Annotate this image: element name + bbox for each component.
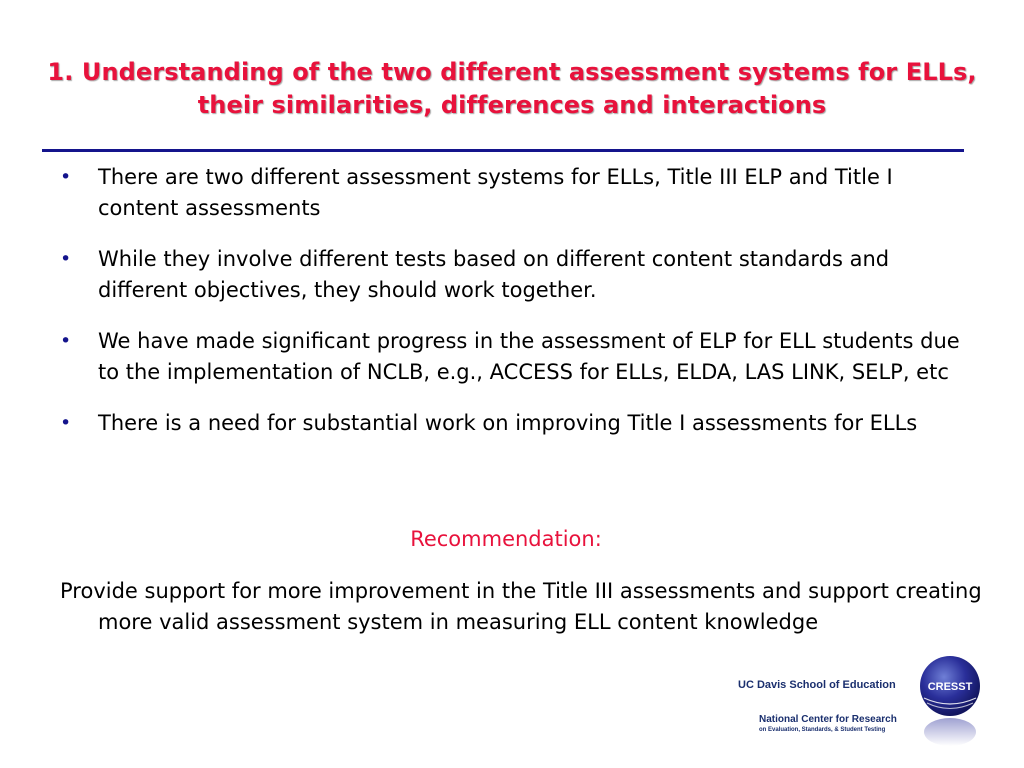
bullet-text: There is a need for substantial work on improving Title I assessments for ELLs	[98, 411, 918, 435]
bullet-item	[60, 326, 960, 388]
cresst-logo-icon	[916, 654, 984, 748]
bullet-item	[60, 244, 960, 306]
national-center-title: National Center for Research	[759, 714, 897, 725]
bullet-text: There are two different assessment systems for ELLs, Title III ELP and Title I content assessments	[98, 165, 893, 220]
slide-title: 1. Understanding of the two different assessment systems for ELLs, their similarities, differences and interactions	[47, 58, 977, 119]
uc-davis-logo: UC Davis School of Education	[738, 679, 896, 691]
bullet-item	[60, 162, 960, 224]
national-center-logo	[759, 714, 897, 734]
bullet-text: We have made significant progress in the assessment of ELP for ELL students due to the implementation of NCLB, e.g., ACCESS for ELLs, ELDA, LAS LINK, SELP, etc	[98, 329, 960, 384]
national-center-subtitle: on Evaluation, Standards, & Student Testing	[759, 727, 886, 733]
bullet-item	[60, 408, 960, 439]
cresst-wordmark: CRESST	[927, 681, 973, 693]
bullet-icon: •	[60, 412, 72, 434]
bullet-list	[60, 162, 960, 459]
bullet-text: While they involve different tests based on different content standards and different objectives, they should work together.	[98, 247, 890, 302]
recommendation-heading: Recommendation:	[410, 527, 602, 551]
recommendation-text: Provide support for more improvement in the Title III assessments and support creating more valid assessment system in measuring ELL content knowledge	[60, 579, 982, 634]
bullet-icon: •	[60, 248, 72, 270]
bullet-icon: •	[60, 330, 72, 352]
bullet-icon: •	[60, 166, 72, 188]
title-divider	[42, 149, 964, 152]
